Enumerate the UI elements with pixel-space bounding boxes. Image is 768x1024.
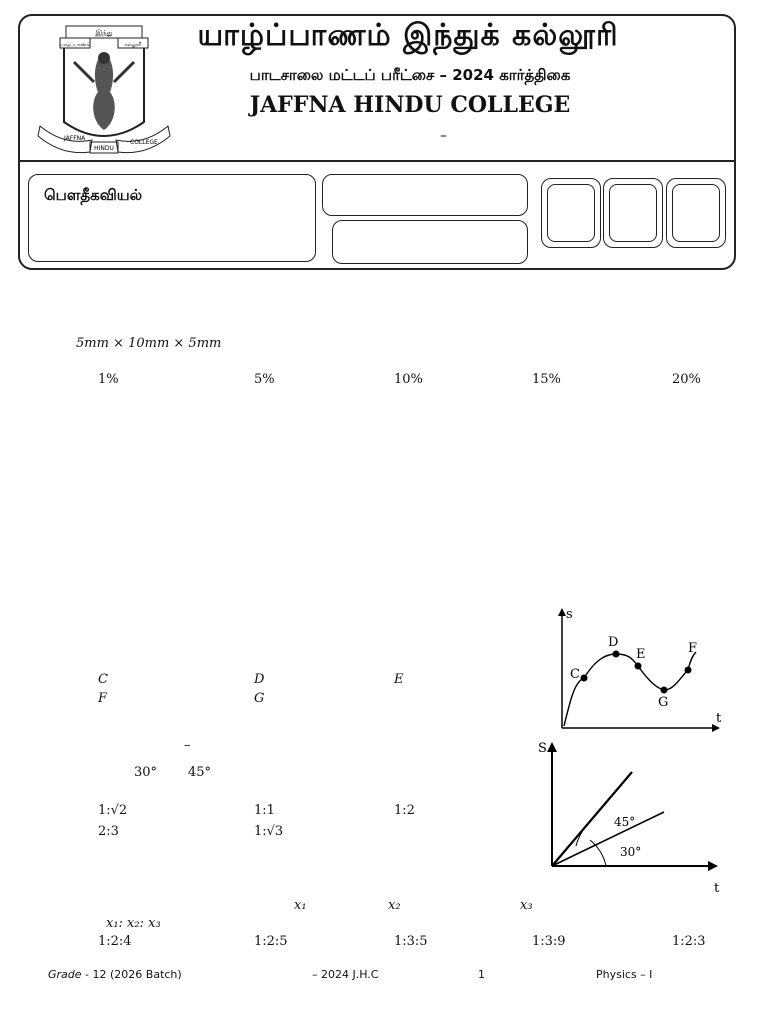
q-option: G — [254, 691, 265, 706]
q-option: 1:3:9 — [532, 934, 566, 949]
angle-30: 30° — [134, 765, 158, 780]
crest-ribbon-bottom: HINDU — [94, 145, 114, 152]
point-f — [685, 667, 692, 674]
crest-banner-left: யாழ்ப்பாணம் — [59, 42, 91, 48]
info-box-top — [322, 174, 528, 216]
q-option: 1:1 — [254, 803, 275, 818]
q-option: 20% — [672, 372, 701, 387]
college-title-tamil: யாழ்ப்பாணம் இந்துக் கல்லூரி — [197, 18, 619, 53]
q-option: 5% — [254, 372, 275, 387]
footer-page-number: 1 — [478, 968, 485, 981]
label-f: F — [688, 641, 698, 656]
q-option: 1:2:3 — [672, 934, 706, 949]
header-divider — [18, 160, 736, 162]
q-option: 1:3:5 — [394, 934, 428, 949]
crest-banner-right: கல்லூரி — [124, 42, 142, 48]
q-option: E — [394, 672, 404, 687]
q-option: 10% — [394, 372, 423, 387]
footer-grade-word: Grade — [48, 968, 82, 981]
code-box-2-inner — [609, 184, 657, 242]
college-crest-logo — [34, 22, 174, 154]
crest-banner-top: இந்து — [95, 29, 113, 37]
code-box-3-inner — [672, 184, 720, 242]
point-d — [613, 651, 620, 658]
q-option: 1% — [98, 372, 119, 387]
point-c — [581, 675, 588, 682]
label-c: C — [570, 667, 580, 682]
label-d: D — [608, 635, 619, 650]
q-dash: – — [184, 738, 191, 753]
label-45: 45° — [614, 815, 636, 829]
crest-ribbon-right: COLLEGE — [130, 139, 158, 146]
point-g — [661, 687, 668, 694]
q-option: C — [98, 672, 108, 687]
q-option: 1:√3 — [254, 824, 284, 839]
footer-grade-rest: - 12 (2026 Batch) — [81, 968, 182, 981]
info-box-bottom — [332, 220, 528, 264]
q-option: 1:√2 — [98, 803, 128, 818]
x2-label: x₂ — [388, 898, 401, 913]
q-option: F — [98, 691, 108, 706]
axis-label-S: S — [538, 741, 547, 756]
exam-subtitle: பாடசாலை மட்டப் பரீட்சை – 2024 கார்த்திகை — [249, 66, 571, 84]
footer-exam: – 2024 J.H.C — [312, 968, 379, 981]
x3-label: x₃ — [520, 898, 533, 913]
footer-paper: Physics – I — [596, 968, 653, 981]
footer-grade — [48, 968, 182, 981]
q-option: 1:2:4 — [98, 934, 132, 949]
q-option: 15% — [532, 372, 561, 387]
code-box-1-inner — [547, 184, 595, 242]
angle-45: 45° — [188, 765, 212, 780]
q-option: 1:2 — [394, 803, 415, 818]
q-dimensions: 5mm × 10mm × 5mm — [76, 336, 222, 351]
subject-label: பௌதீகவியல் — [44, 186, 143, 204]
crest-ribbon-left: JAFFNA — [64, 135, 86, 142]
label-30: 30° — [620, 845, 642, 859]
label-g: G — [658, 695, 669, 710]
label-e: E — [636, 647, 646, 662]
axis-label-t: t — [716, 711, 722, 726]
x1-label: x₁ — [294, 898, 307, 913]
axis-label-s: s — [566, 607, 573, 622]
x-ratio: x₁: x₂: x₃ — [106, 916, 161, 931]
q-option: 2:3 — [98, 824, 119, 839]
displacement-time-graph — [540, 602, 730, 736]
angle-graph — [530, 736, 730, 896]
college-title-english: JAFFNA HINDU COLLEGE — [249, 92, 571, 118]
header-dash: – — [440, 128, 447, 144]
q-option: D — [254, 672, 265, 687]
axis-label-t2: t — [714, 881, 720, 896]
point-e — [635, 663, 642, 670]
q-option: 1:2:5 — [254, 934, 288, 949]
